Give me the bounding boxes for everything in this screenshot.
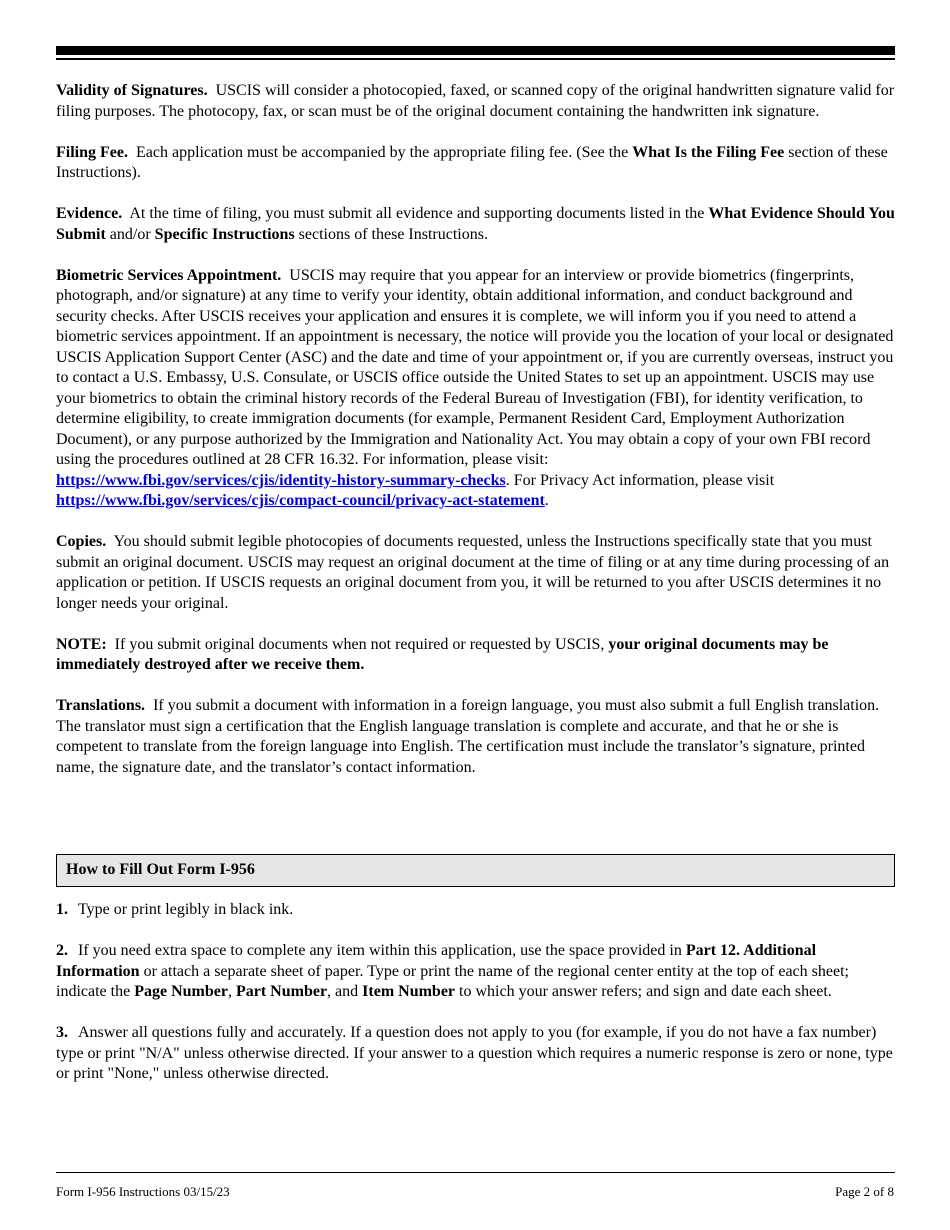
filing-fee-text-end: section of these Instructions). xyxy=(56,143,888,181)
fbi-privacy-act-link[interactable]: https://www.fbi.gov/services/cjis/compact-council/privacy-act-statement xyxy=(56,492,545,509)
footer-form-id: Form I-956 Instructions 03/15/23 xyxy=(56,1184,230,1199)
step-2 xyxy=(56,941,895,1003)
translations-text: If you submit a document with information in a foreign language, you must also submit a full English translation. The translator must sign a certification that the English language translation is complete and accurate, and that he or she is competent to translate from the foreign language into English. The certification must include the translator’s signature, printed name, the signature date, and the translator’s contact information. xyxy=(56,697,880,776)
biometric-paragraph xyxy=(56,266,895,512)
validity-heading: Validity of Signatures. xyxy=(56,82,208,99)
note-text: If you submit original documents when not required or requested by USCIS, xyxy=(114,635,605,653)
evidence-ref-1: What Evidence Should You Submit xyxy=(56,205,895,243)
evidence-ref-2: Specific Instructions xyxy=(154,225,295,243)
step-2-text-mid: or attach a separate sheet of paper. Type or print the name of the regional center entity at the top of each sheet; indicate the xyxy=(56,962,849,1000)
evidence-text: At the time of filing, you must submit all evidence and supporting documents listed in the xyxy=(129,205,705,222)
step-1 xyxy=(56,900,895,921)
validity-text: USCIS will consider a photocopied, faxed, or scanned copy of the original handwritten signature valid for filing purposes. The photocopy, fax, or scan must be of the original document containing the handwritten ink signature. xyxy=(56,82,895,120)
step-3-number: 3. xyxy=(56,1024,68,1041)
evidence-heading: Evidence. xyxy=(56,205,123,222)
note-paragraph xyxy=(56,635,895,676)
step-2-comma: , xyxy=(227,983,232,1000)
step-2-text-end: to which your answer refers; and sign and date each sheet. xyxy=(459,983,832,1000)
filing-fee-paragraph xyxy=(56,143,895,184)
step-3-text: Answer all questions fully and accurately. If a question does not apply to you (for example, if you do not have a fax number) type or print "N/A" unless otherwise directed. If your answer to a question which requires a numeric response is zero or none, type or print "None," unless otherwise directed. xyxy=(56,1024,893,1082)
evidence-paragraph xyxy=(56,204,895,245)
biometric-heading: Biometric Services Appointment. xyxy=(56,266,282,284)
filing-fee-heading: Filing Fee. xyxy=(56,143,128,161)
translations-paragraph xyxy=(56,696,895,778)
step-1-number: 1. xyxy=(56,901,68,918)
validity-paragraph xyxy=(56,81,895,122)
fill-out-steps xyxy=(56,900,895,1105)
step-2-and: , and xyxy=(327,983,359,1000)
step-2-item-number: Item Number xyxy=(362,983,456,1000)
step-1-text: Type or print legibly in black ink. xyxy=(78,901,294,918)
section-header-title: How to Fill Out Form I-956 xyxy=(66,861,255,878)
biometric-text-mid: . For Privacy Act information, please visit xyxy=(505,471,775,489)
header-rule-thick xyxy=(56,46,895,55)
header-rule-thin xyxy=(56,58,895,60)
footer-page-number: Page 2 of 8 xyxy=(835,1184,894,1199)
evidence-text-end: sections of these Instructions. xyxy=(298,225,488,243)
footer-rule xyxy=(56,1172,895,1173)
copies-text: You should submit legible photocopies of documents requested, unless the Instructions specifically state that you must submit an original document. USCIS may request an original document at the time of filing or at any time during processing of an application or petition. If USCIS requests an original document from you, it will be returned to you after USCIS determines it no longer needs your original. xyxy=(56,533,890,612)
filing-fee-text: Each application must be accompanied by the appropriate filing fee. (See the xyxy=(135,143,629,161)
step-2-number: 2. xyxy=(56,942,68,959)
note-bold-text: your original documents may be immediately destroyed after we receive them. xyxy=(56,635,829,673)
note-heading: NOTE: xyxy=(56,635,107,653)
fbi-identity-history-link[interactable]: https://www.fbi.gov/services/cjis/identity-history-summary-checks xyxy=(56,471,506,489)
biometric-text-end: . xyxy=(544,492,549,509)
evidence-text-mid: and/or xyxy=(109,225,151,243)
step-2-text: If you need extra space to complete any item within this application, use the space provided in xyxy=(78,942,682,959)
filing-fee-ref: What Is the Filing Fee xyxy=(632,143,785,161)
copies-heading: Copies. xyxy=(56,533,107,550)
copies-paragraph xyxy=(56,532,895,614)
step-2-page-number: Page Number xyxy=(134,983,228,1000)
step-2-part-number: Part Number xyxy=(235,983,328,1000)
biometric-text: USCIS may require that you appear for an interview or provide biometrics (fingerprints, photograph, and/or signature) at any time to verify your identity, obtain additional information, and conduct background and security checks. After USCIS receives your application and ensures it is complete, we will inform you if you need to attend a biometric services appointment. If an appointment is necessary, the notice will provide you the location of your local or designated USCIS Application Support Center (ASC) and the date and time of your appointment or, if you are currently overseas, instruct you to contact a U.S. Embassy, U.S. Consulate, or USCIS office outside the United States to set up an appointment. USCIS may use your biometrics to obtain the criminal history records of the Federal Bureau of Investigation (FBI), for identity verification, to determine eligibility, to create immigration documents (for example, Permanent Resident Card, Employment Authorization Document), or any purpose authorized by the Immigration and Nationality Act. You may obtain a copy of your own FBI record using the procedures outlined at 28 CFR 16.32. For information, please visit: xyxy=(56,266,894,468)
translations-heading: Translations. xyxy=(56,697,146,714)
step-3 xyxy=(56,1023,895,1085)
section-header-how-to-fill xyxy=(56,854,895,887)
step-2-part-ref: Part 12. Additional Information xyxy=(56,942,817,980)
instructions-body xyxy=(56,81,895,799)
